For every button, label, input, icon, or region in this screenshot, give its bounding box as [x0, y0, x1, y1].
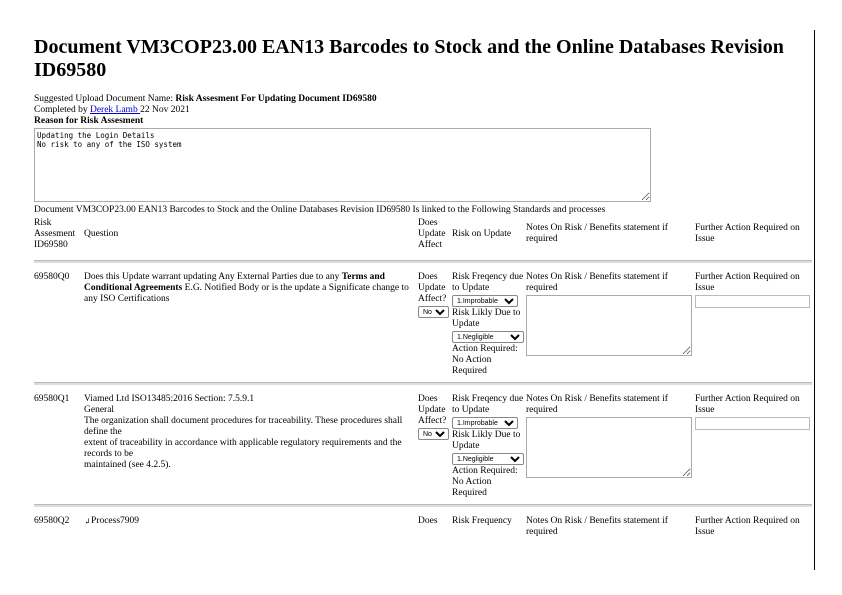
- affect-cell: Does Update Affect? No: [418, 394, 452, 499]
- header-further: Further Action Required on Issue: [695, 223, 800, 244]
- frequency-select[interactable]: [452, 295, 518, 307]
- row-separator: [34, 504, 812, 507]
- completed-date: 22 Nov 2021: [140, 105, 190, 115]
- likely-select[interactable]: [452, 331, 524, 343]
- header-affect: Does Update Affect: [418, 218, 446, 250]
- further-action-input[interactable]: [695, 417, 810, 430]
- reason-textarea[interactable]: [34, 128, 651, 202]
- header-question: Question: [84, 229, 119, 239]
- notes-textarea[interactable]: [526, 417, 692, 478]
- risk-assessment-page: [34, 36, 812, 538]
- further-cell: Further Action Required on Issue: [695, 272, 812, 377]
- page-right-border: [814, 30, 815, 570]
- affect-cell: Does: [418, 516, 438, 526]
- row-question: Viamed Ltd ISO13485:2016 Section: 7.5.9.1 General The organization shall document procedures for traceability. These procedures shall define the extent of traceability in accordance with applicable regulatory requirements and the records to be maintained (see 4.2.5).: [84, 394, 403, 470]
- risk-cell: Risk Freqency due to Update 1.Improbable Risk Likly Due to Update 1.Negligible Action Required: No Action Required: [452, 272, 526, 377]
- linked-standards-text: Document VM3COP23.00 EAN13 Barcodes to Stock and the Online Databases Revision ID69580 Is linked to the Following Standards and processes: [34, 205, 606, 215]
- row-id: 69580Q1: [34, 394, 70, 404]
- reason-label: Reason for Risk Assesment: [34, 116, 144, 126]
- row-id: 69580Q0: [34, 272, 70, 282]
- affect-select[interactable]: [418, 306, 449, 318]
- affect-select[interactable]: [418, 428, 449, 440]
- further-cell: Further Action Required on Issue: [695, 516, 800, 537]
- header-id: Risk Assesment ID69580: [34, 218, 76, 250]
- completed-by-link[interactable]: Derek Lamb: [89, 105, 141, 115]
- affect-cell: Does Update Affect? No: [418, 272, 452, 377]
- action-value: No Action Required: [452, 477, 492, 498]
- risk-cell: Risk Freqency due to Update 1.Improbable Risk Likly Due to Update 1.Negligible Action Required: No Action Required: [452, 394, 526, 499]
- process-indicator-icon: ↲: [84, 517, 91, 526]
- row-question: ↲Process7909: [84, 516, 140, 526]
- row-id: 69580Q2: [34, 516, 70, 526]
- page-title: Document VM3COP23.00 EAN13 Barcodes to Stock and the Online Databases Revision ID69580: [34, 36, 784, 81]
- notes-cell: Notes On Risk / Benefits statement if required: [526, 272, 695, 377]
- suggested-name: Risk Assesment For Updating Document ID69580: [175, 94, 377, 104]
- risk-cell: Risk Frequency: [452, 516, 512, 526]
- document-meta: [34, 94, 812, 127]
- likely-select[interactable]: [452, 453, 524, 465]
- row-separator: [34, 382, 812, 385]
- suggested-name-line: Suggested Upload Document Name: Risk Assesment For Updating Document ID69580: [34, 94, 377, 104]
- row-separator: [34, 260, 812, 263]
- notes-cell: Notes On Risk / Benefits statement if required: [526, 394, 695, 499]
- further-action-input[interactable]: [695, 295, 810, 308]
- header-risk: Risk on Update: [452, 229, 512, 239]
- action-value: No Action Required: [452, 355, 492, 376]
- notes-cell: Notes On Risk / Benefits statement if required: [526, 516, 668, 537]
- completed-by-line: Completed by Derek Lamb 22 Nov 2021: [34, 105, 190, 115]
- row-question: Does this Update warrant updating Any External Parties due to any Terms and Conditional Agreements E.G. Notified Body or is the update a Significate change to any ISO Certifications: [84, 272, 409, 304]
- further-cell: Further Action Required on Issue: [695, 394, 812, 499]
- risk-table: [34, 216, 812, 538]
- notes-textarea[interactable]: [526, 295, 692, 356]
- frequency-select[interactable]: [452, 417, 518, 429]
- header-notes: Notes On Risk / Benefits statement if required: [526, 223, 668, 244]
